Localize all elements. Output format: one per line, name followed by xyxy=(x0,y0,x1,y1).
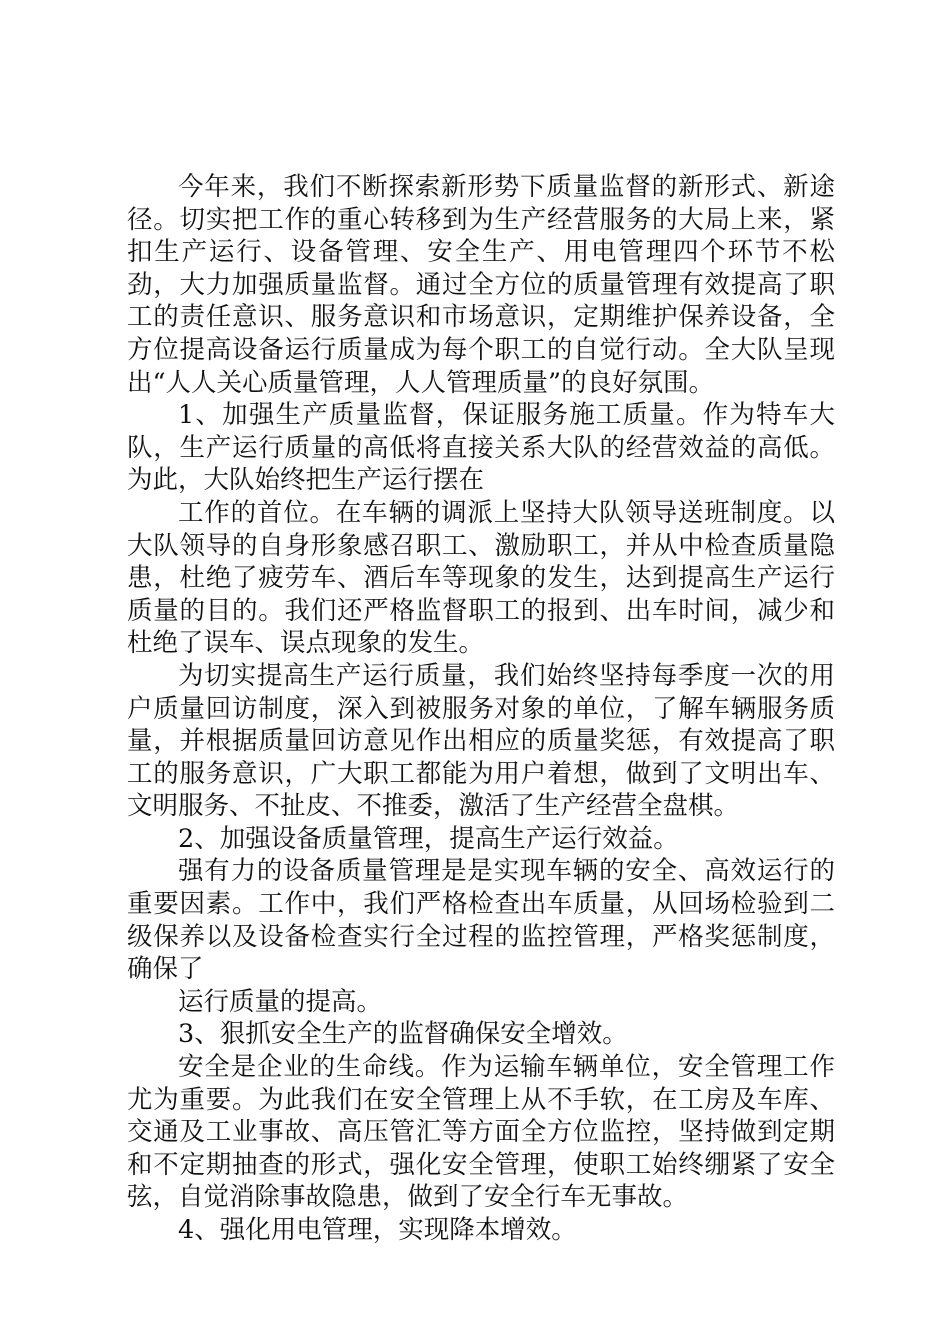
paragraph-section-4-heading: 4、强化用电管理，实现降本增效。 xyxy=(178,1215,577,1245)
paragraph-section-1-visits: 为切实提高生产运行质量，我们始终坚持每季度一次的用户质量回访制度，深入到被服务对象的单位，了解车辆服务质量，并根据质量回访意见作出相应的质量奖惩，有效提高了职工的服务意识，广大职工都能为用户着想，做到了文明出车、文明服务、不扯皮、不推委，激活了生产经营全盘棋。 xyxy=(127,660,835,822)
paragraph-section-3-body: 安全是企业的生命线。作为运输车辆单位，安全管理工作尤为重要。为此我们在安全管理上从不手软，在工房及车库、交通及工业事故、高压管汇等方面全方位监控，坚持做到定期和不定期抽查的形式，强化安全管理，使职工始终绷紧了安全弦，自觉消除事故隐患，做到了安全行车无事故。 xyxy=(127,1052,835,1213)
paragraph-intro: 今年来，我们不断探索新形势下质量监督的新形式、新途径。切实把工作的重心转移到为生产经营服务的大局上来，紧扣生产运行、设备管理、安全生产、用电管理四个环节不松劲，大力加强质量监督。通过全方位的质量管理有效提高了职工的责任意识、服务意识和市场意识，定期维护保养设备，全方位提高设备运行质量成为每个职工的自觉行动。全大队呈现出“人人关心质量管理，人人管理质量”的良好氛围。 xyxy=(127,172,835,398)
paragraph-section-2-tail: 运行质量的提高。 xyxy=(178,986,383,1017)
paragraph-section-2-body: 强有力的设备质量管理是是实现车辆的安全、高效运行的重要因素。工作中，我们严格检查出车质量，从回场检验到二级保养以及设备检查实行全过程的监控管理，严格奖惩制度，确保了 xyxy=(127,856,835,985)
paragraph-section-1-heading: 1、加强生产质量监督，保证服务施工质量。作为特车大队，生产运行质量的高低将直接关系大队的经营效益的高低。为此，大队始终把生产运行摆在 xyxy=(127,400,835,496)
paragraph-section-3-heading: 3、狠抓安全生产的监督确保安全增效。 xyxy=(178,1019,628,1050)
document-body xyxy=(127,171,835,1247)
paragraph-section-2-heading: 2、加强设备质量管理，提高生产运行效益。 xyxy=(178,823,679,854)
paragraph-section-1-body: 工作的首位。在车辆的调派上坚持大队领导送班制度。以大队领导的自身形象感召职工、激励职工，并从中检查质量隐患，杜绝了疲劳车、酒后车等现象的发生，达到提高生产运行质量的目的。我们还严格监督职工的报到、出车时间，减少和杜绝了误车、误点现象的发生。 xyxy=(127,497,835,659)
